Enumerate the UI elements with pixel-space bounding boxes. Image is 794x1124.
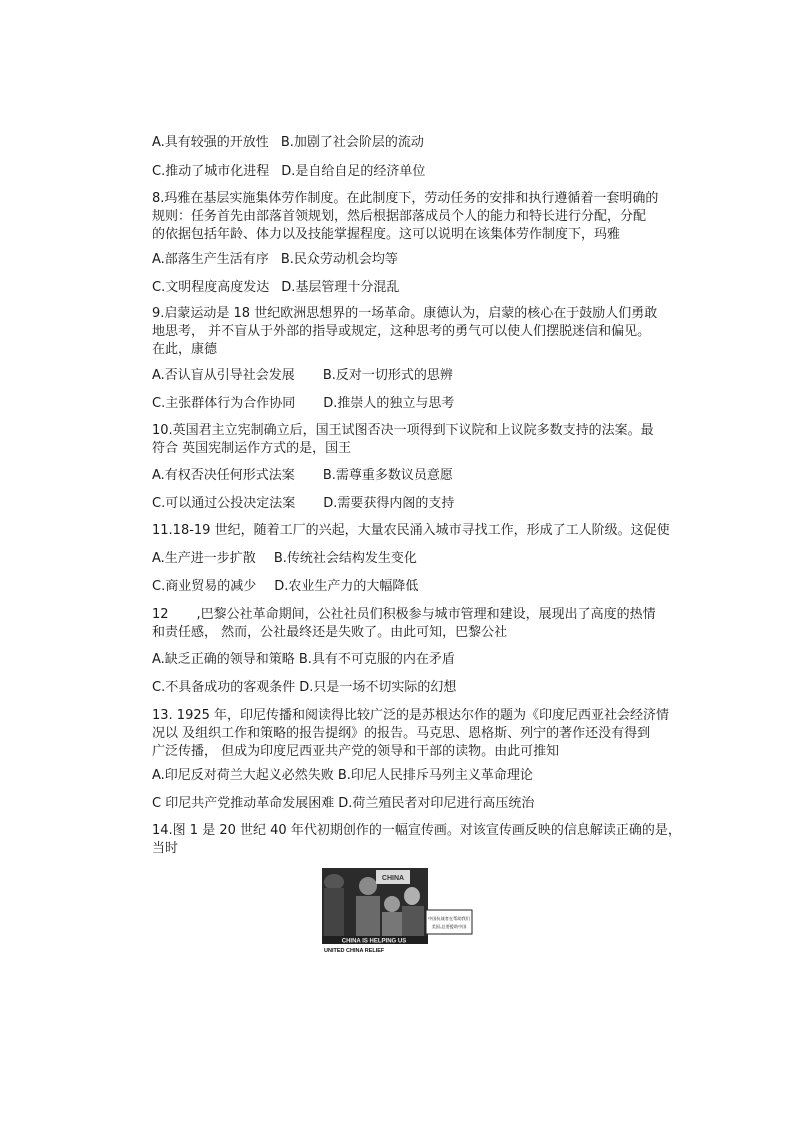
figure-head-shape bbox=[359, 877, 377, 895]
q9-option-a[interactable]: A.否认盲从引导社会发展 bbox=[152, 368, 295, 383]
q10-option-a[interactable]: A.有权否决任何形式法案 bbox=[152, 468, 295, 483]
q10-option-d[interactable]: D.需要获得内阁的支持 bbox=[323, 496, 455, 511]
q9-stem-line-1: 9.启蒙运动是 18 世纪欧洲思想界的一场革命。康德认为，启蒙的核心在于鼓励人们勇敢 bbox=[152, 306, 658, 321]
q9-stem-line-3: 在此，康德 bbox=[152, 342, 218, 357]
q11-option-a[interactable]: A.生产进一步扩散 bbox=[152, 551, 256, 566]
q12-stem-line-2: 和责任感， 然而，公社最终还是失败了。由此可知，巴黎公社 bbox=[152, 625, 508, 640]
q10-stem-line-1: 10.英国君主立宪制确立后，国王试图否决一项得到下议院和上议院多数支持的法案。最 bbox=[152, 423, 654, 438]
poster-banner-text: CHINA IS HELPING US bbox=[341, 938, 407, 945]
poster-caption-box bbox=[426, 910, 472, 934]
q10-options-row-1 bbox=[152, 467, 453, 485]
q13-stem-line-3: 广泛传播， 但成为印度尼西亚共产党的领导和干部的读物。由此可推知 bbox=[152, 744, 560, 759]
q10-options-row-2 bbox=[152, 495, 454, 513]
q10-stem-line-2: 符合 英国宪制运作方式的是，国王 bbox=[152, 441, 352, 456]
q8-stem-line-1: 8.玛雅在基层实施集体劳作制度。在此制度下，劳动任务的安排和执行遵循着一套明确的 bbox=[152, 191, 659, 206]
q10-option-b[interactable]: B.需尊重多数议员意愿 bbox=[322, 468, 453, 483]
q13-stem-line-1: 13. 1925 年，印尼传播和阅读得比较广泛的是苏根达尔作的题为《印度尼西亚社会经济情 bbox=[152, 708, 670, 723]
q9-options-row-2 bbox=[152, 395, 454, 413]
q11-options-row-1 bbox=[152, 550, 417, 568]
q9-option-b[interactable]: B.反对一切形式的思辨 bbox=[322, 368, 453, 383]
q7-option-d[interactable]: D.是自给自足的经济单位 bbox=[281, 164, 426, 179]
q13-option-d[interactable]: D.荷兰殖民者对印尼进行高压统治 bbox=[338, 796, 535, 811]
q9-option-d[interactable]: D.推崇人的独立与思考 bbox=[323, 396, 455, 411]
propaganda-poster-image bbox=[322, 866, 474, 954]
q8-stem-line-2: 规则：任务首先由部落首领规划，然后根据部落成员个人的能力和特长进行分配，分配 bbox=[152, 209, 647, 224]
q13-stem-line-2: 况以 及组织工作和策略的报告提纲》的报告。马克思、恩格斯、列宁的著作还没有得到 bbox=[152, 726, 651, 741]
q12-stem-text: ,巴黎公社革命期间，公社社员们积极参与城市管理和建设，展现出了高度的热情 bbox=[196, 607, 656, 622]
q8-option-b[interactable]: B.民众劳动机会均等 bbox=[280, 252, 398, 267]
q9-options-row-1 bbox=[152, 367, 453, 385]
q12-option-d[interactable]: D.只是一场不切实际的幻想 bbox=[299, 680, 457, 695]
q11-option-c[interactable]: C.商业贸易的减少 bbox=[152, 579, 257, 594]
q8-options-row-1 bbox=[152, 251, 398, 269]
q10-option-c[interactable]: C.可以通过公投决定法案 bbox=[152, 496, 296, 511]
q8-stem-line-3: 的依据包括年龄、体力以及技能掌握程度。这可以说明在该集体劳作制度下，玛雅 bbox=[152, 227, 621, 242]
soldier-helmet-shape bbox=[324, 874, 344, 890]
poster-caption-line-2: 美国,总要援助中国 bbox=[431, 924, 467, 929]
q7-options-row-1 bbox=[152, 134, 424, 152]
q11-options-row-2 bbox=[152, 578, 418, 596]
q9-stem-line-2: 地思考， 并不盲从于外部的指导或规定，这种思考的勇气可以使人们摆脱迷信和偏见。 bbox=[152, 324, 651, 339]
q13-option-a[interactable]: A.印尼反对荷兰大起义必然失败 bbox=[152, 768, 334, 783]
poster-caption-line-1: 中国抗战者在帮助我们 bbox=[428, 916, 470, 921]
q13-option-b[interactable]: B.印尼人民排斥马列主义革命理论 bbox=[337, 768, 533, 783]
q12-option-b[interactable]: B.具有不可克服的内在矛盾 bbox=[298, 652, 455, 667]
q7-option-a[interactable]: A.具有较强的开放性 bbox=[152, 135, 269, 150]
q12-option-a[interactable]: A.缺乏正确的领导和策略 bbox=[152, 652, 295, 667]
q12-options-row-2 bbox=[152, 679, 456, 697]
q12-options-row-1 bbox=[152, 651, 455, 669]
q12-option-c[interactable]: C.不具备成功的客观条件 bbox=[152, 680, 296, 695]
q11-stem-line-1: 11.18-19 世纪，随着工厂的兴起，大量农民涌入城市寻找工作，形成了工人阶级。这促使 bbox=[152, 523, 670, 538]
q7-option-b[interactable]: B.加剧了社会阶层的流动 bbox=[280, 135, 424, 150]
q7-option-c[interactable]: C.推动了城市化进程 bbox=[152, 164, 270, 179]
q8-options-row-2 bbox=[152, 279, 399, 297]
q8-option-d[interactable]: D.基层管理十分混乱 bbox=[281, 280, 400, 295]
q13-options-row-2 bbox=[152, 795, 534, 813]
poster-top-text: CHINA bbox=[381, 875, 405, 882]
q11-option-d[interactable]: D.农业生产力的大幅降低 bbox=[274, 579, 419, 594]
q12-stem-line-1 bbox=[152, 606, 656, 624]
q7-options-row-2 bbox=[152, 163, 425, 181]
q14-stem-line-1: 14.图 1 是 20 世纪 40 年代初期创作的一幅宣传画。对该宣传画反映的信息解读正确的是， bbox=[152, 823, 681, 838]
q13-option-c[interactable]: C 印尼共产党推动革命发展困难 bbox=[152, 796, 335, 811]
q12-number: 12 bbox=[152, 607, 169, 622]
q8-option-c[interactable]: C.文明程度高度发达 bbox=[152, 280, 270, 295]
q9-option-c[interactable]: C.主张群体行为合作协同 bbox=[152, 396, 296, 411]
poster-org-text: UNITED CHINA RELIEF bbox=[324, 948, 385, 954]
q13-options-row-1 bbox=[152, 767, 533, 785]
q14-stem-line-2: 当时 bbox=[152, 841, 179, 856]
q8-option-a[interactable]: A.部落生产生活有序 bbox=[152, 252, 269, 267]
q11-option-b[interactable]: B.传统社会结构发生变化 bbox=[273, 551, 417, 566]
